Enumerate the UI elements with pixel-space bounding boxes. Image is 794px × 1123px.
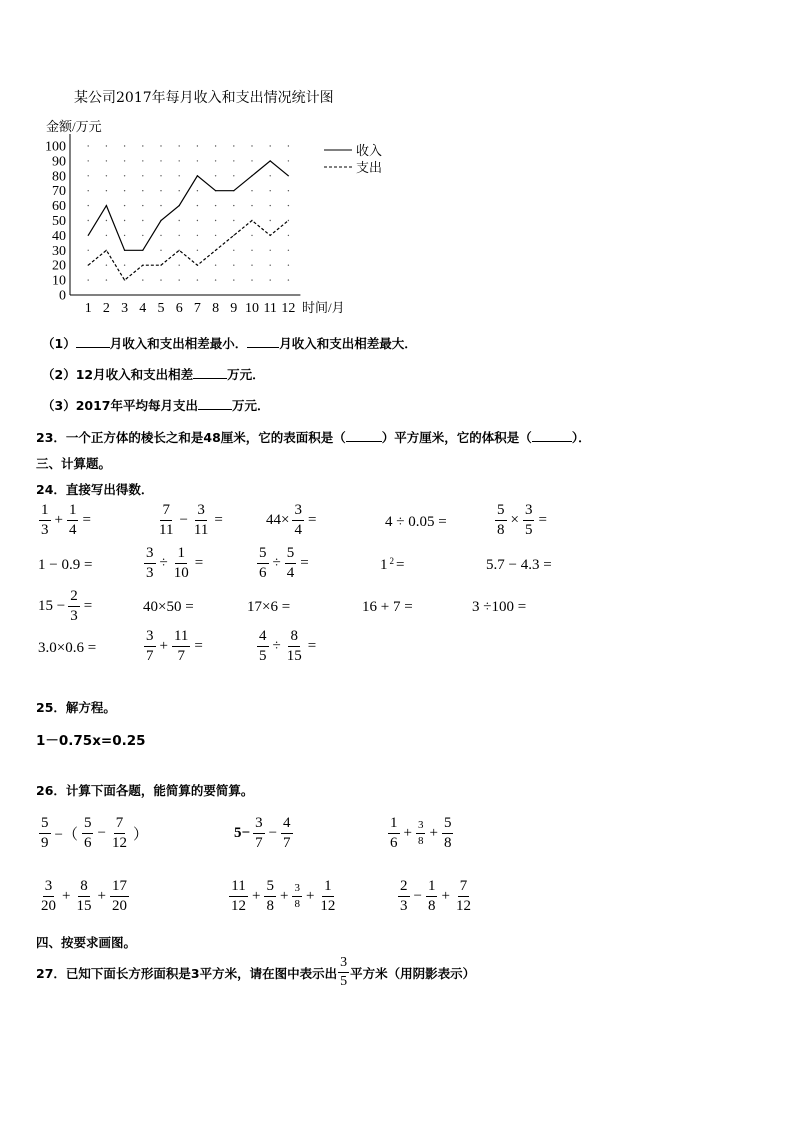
q24-r2-e: 5.7 − 4.3 = [486, 557, 552, 573]
grid-dot [215, 235, 216, 236]
answer-blank[interactable] [346, 441, 382, 442]
grid-dot [197, 145, 198, 146]
series-line-支出 [88, 221, 288, 281]
fraction: $\frac{3}{3}$ [146, 545, 154, 581]
y-tick-label: 80 [52, 169, 66, 185]
fraction: $\frac{3}{4}$ [294, 502, 302, 538]
grid-dot [106, 235, 107, 236]
fraction: $\frac{3}{5}$ [340, 955, 348, 989]
grid-dot [215, 220, 216, 221]
grid-dot [106, 190, 107, 191]
grid-dot [288, 265, 289, 266]
grid-dot [142, 160, 143, 161]
q24-r4-c: $\frac{4}{5}$ ÷ $\frac{8}{15}$ = [259, 628, 317, 664]
q26-title: 26．计算下面各题，能简算的要简算。 [36, 783, 254, 798]
grid-dot [124, 235, 125, 236]
grid-dot [233, 235, 234, 236]
grid-dot [233, 265, 234, 266]
grid-dot [270, 145, 271, 146]
grid-dot [288, 250, 289, 251]
grid-dot [215, 160, 216, 161]
y-tick-label: 100 [45, 139, 66, 155]
x-tick-label: 8 [212, 301, 220, 316]
fraction: $\frac{3}{7}$ [146, 628, 154, 664]
grid-dot [288, 220, 289, 221]
x-tick-label: 7 [193, 301, 201, 316]
grid-dot [270, 190, 271, 191]
grid-dot [233, 175, 234, 176]
answer-blank[interactable] [198, 409, 232, 410]
y-axis-label: 金额/万元 [46, 119, 102, 134]
fraction: $\frac{7}{11}$ [159, 502, 174, 538]
grid-dot [197, 235, 198, 236]
grid-dot [288, 160, 289, 161]
fraction: $\frac{2}{3}$ [70, 588, 78, 624]
grid-dot [142, 190, 143, 191]
grid-dot [179, 265, 180, 266]
line-chart [0, 0, 794, 330]
fraction: $\frac{3}{20}$ [41, 878, 56, 914]
x-tick-label: 6 [175, 301, 183, 316]
q24-r2-d: 1 $^2$ = [380, 555, 405, 573]
grid-dot [288, 235, 289, 236]
fraction: $\frac{1}{10}$ [173, 545, 189, 581]
x-tick-label: 10 [245, 301, 259, 316]
fraction: $\frac{5}{8}$ [443, 815, 452, 851]
grid-dot [251, 265, 252, 266]
q24-r2-b: $\frac{3}{3}$ ÷ $\frac{1}{10}$ = [146, 545, 204, 581]
fraction: $\frac{5}{8}$ [266, 878, 274, 914]
section-3-heading: 三、计算题。 [36, 456, 112, 471]
fraction: $\frac{5}{6}$ [259, 545, 267, 581]
fraction: $\frac{5}{6}$ [83, 815, 92, 851]
legend-label: 收入 [356, 143, 383, 158]
y-tick-label: 90 [52, 154, 66, 170]
fraction: $\frac{3}{8}$ [417, 819, 424, 847]
grid-dot [197, 190, 198, 191]
grid-dot [179, 160, 180, 161]
y-tick-label: 40 [52, 228, 66, 244]
q22-part2-unit: 万元． [227, 367, 265, 382]
grid-dot [106, 279, 107, 280]
grid-dot [124, 205, 125, 206]
q25-title: 25．解方程。 [36, 700, 116, 715]
q22-part2 [42, 365, 265, 383]
x-tick-label: 12 [281, 301, 296, 316]
answer-blank[interactable] [247, 347, 279, 348]
grid-dot [88, 160, 89, 161]
grid-dot [251, 190, 252, 191]
grid-dot [160, 205, 161, 206]
grid-dot [160, 279, 161, 280]
grid-dot [88, 190, 89, 191]
grid-dot [251, 160, 252, 161]
grid-dot [197, 205, 198, 206]
x-tick-label: 11 [263, 301, 277, 316]
grid-dot [197, 160, 198, 161]
q22-part2-text: （2）12月收入和支出相差 [42, 367, 194, 382]
q22-part1-text-a: 月收入和支出相差最小． [109, 336, 248, 351]
q24-r2-a: 1 − 0.9 = [38, 557, 93, 573]
grid-dot [106, 160, 107, 161]
grid-dot [288, 205, 289, 206]
fraction: $\frac{5}{9}$ [41, 815, 49, 851]
chart-title: 某公司2017年每月收入和支出情况统计图 [74, 90, 334, 106]
y-tick-label: 10 [52, 273, 66, 289]
fraction: $\frac{1}{8}$ [427, 878, 436, 914]
q26-p5: $\frac{11}{12}$ + $\frac{5}{8}$ + $\frac{3}{8}$ + $\frac{1}{12}$ [231, 878, 336, 914]
grid-dot [179, 175, 180, 176]
grid-dot [233, 145, 234, 146]
fraction: $\frac{17}{20}$ [111, 878, 127, 914]
grid-dot [106, 175, 107, 176]
grid-dot [179, 220, 180, 221]
fraction: $\frac{5}{8}$ [497, 502, 505, 538]
grid-dot [124, 175, 125, 176]
q23-text-b: ）平方厘米，它的体积是（ [381, 430, 532, 445]
grid-dot [179, 190, 180, 191]
q23 [36, 428, 591, 446]
grid-dot [106, 220, 107, 221]
grid-dot [270, 220, 271, 221]
q24-r4-b: $\frac{3}{7}$ + $\frac{11}{7}$ = [146, 628, 203, 664]
grid-dot [215, 145, 216, 146]
q24-title: 24．直接写出得数． [36, 482, 154, 497]
fraction: $\frac{8}{15}$ [286, 628, 302, 664]
grid-dot [215, 205, 216, 206]
answer-blank[interactable] [532, 441, 572, 442]
fraction: $\frac{11}{12}$ [231, 878, 246, 914]
grid-dot [124, 160, 125, 161]
x-axis-label: 时间/月 [302, 300, 345, 315]
fraction: $\frac{2}{3}$ [400, 878, 408, 914]
grid-dot [251, 279, 252, 280]
fraction: $\frac{8}{15}$ [76, 878, 92, 914]
grid-dot [160, 145, 161, 146]
grid-dot [270, 250, 271, 251]
q23-text-a: 23．一个正方体的棱长之和是48厘米，它的表面积是（ [36, 430, 346, 445]
grid-dot [160, 190, 161, 191]
x-tick-label: 2 [102, 301, 110, 316]
grid-dot [197, 250, 198, 251]
q26-p2: 5− $\frac{3}{7}$ − $\frac{4}{7}$ [234, 815, 291, 851]
grid-dot [88, 279, 89, 280]
q24-r4-a: 3.0×0.6 = [38, 640, 97, 656]
q26-p3: $\frac{1}{6}$ + $\frac{3}{8}$ + $\frac{5}{8}$ [390, 815, 452, 851]
x-tick-label: 4 [139, 301, 147, 316]
answer-blank[interactable] [76, 347, 110, 348]
x-tick-label: 1 [84, 301, 92, 316]
grid-dot [233, 160, 234, 161]
y-tick-label: 70 [52, 184, 66, 200]
grid-dot [215, 175, 216, 176]
answer-blank[interactable] [193, 378, 227, 379]
fraction: $\frac{3}{7}$ [255, 815, 263, 851]
fraction: $\frac{3}{11}$ [193, 502, 209, 538]
grid-dot [215, 265, 216, 266]
grid-dot [160, 250, 161, 251]
grid-dot [124, 220, 125, 221]
grid-dot [142, 145, 143, 146]
fraction: $\frac{1}{12}$ [320, 878, 336, 914]
legend-label: 支出 [356, 160, 383, 175]
q24-r1-c: 44× $\frac{3}{4}$ = [266, 502, 317, 538]
y-tick-label: 50 [52, 214, 66, 229]
x-tick-label: 9 [230, 301, 238, 316]
grid-dot [179, 145, 180, 146]
y-tick-label: 60 [52, 199, 66, 215]
fraction: $\frac{1}{3}$ [41, 502, 49, 538]
grid-dot [88, 145, 89, 146]
grid-dot [142, 235, 143, 236]
q24-r1-e: $\frac{5}{8}$ × $\frac{3}{5}$ = [497, 502, 547, 538]
grid-dot [179, 279, 180, 280]
grid-dot [251, 145, 252, 146]
grid-dot [160, 160, 161, 161]
grid-dot [88, 250, 89, 251]
q22-part1 [42, 334, 417, 352]
grid-dot [251, 250, 252, 251]
grid-dot [124, 145, 125, 146]
fraction: $\frac{4}{5}$ [259, 628, 267, 664]
grid-dot [106, 145, 107, 146]
y-tick-label: 0 [59, 288, 66, 304]
y-tick-label: 30 [52, 243, 66, 259]
q27 [36, 956, 475, 989]
grid-dot [160, 175, 161, 176]
fraction: $\frac{4}{7}$ [283, 815, 291, 851]
q24-r1-a: $\frac{1}{3}$ + $\frac{1}{4}$ = [41, 502, 91, 538]
grid-dot [142, 279, 143, 280]
q24-r1-b: $\frac{7}{11}$ − $\frac{3}{11}$ = [159, 502, 223, 538]
grid-dot [197, 220, 198, 221]
grid-dot [142, 175, 143, 176]
q26-p1: $\frac{5}{9}$ −（ $\frac{5}{6}$ − $\frac{7}{12}$ ） [41, 815, 148, 851]
grid-dot [142, 205, 143, 206]
q26-p4: $\frac{3}{20}$ + $\frac{8}{15}$ + $\frac{17}{20}$ [41, 878, 127, 914]
q24-r3-a: 15 − $\frac{2}{3}$ = [38, 588, 93, 624]
grid-dot [233, 205, 234, 206]
q27-text-b: 平方米（用阴影表示） [350, 965, 476, 981]
grid-dot [233, 220, 234, 221]
y-tick-label: 20 [52, 258, 66, 274]
q27-text-a: 27．已知下面长方形面积是3平方米，请在图中表示出 [36, 965, 338, 981]
fraction: $\frac{1}{4}$ [68, 502, 77, 538]
grid-dot [270, 175, 271, 176]
grid-dot [88, 205, 89, 206]
grid-dot [233, 279, 234, 280]
grid-dot [233, 250, 234, 251]
grid-dot [288, 190, 289, 191]
q22-part1-label: （1） [42, 336, 76, 351]
q24-r2-c: $\frac{5}{6}$ ÷ $\frac{5}{4}$ = [259, 545, 309, 581]
grid-dot [88, 220, 89, 221]
grid-dot [142, 220, 143, 221]
grid-dot [179, 235, 180, 236]
fraction: $\frac{3}{8}$ [294, 882, 300, 910]
fraction: $\frac{11}{7}$ [173, 628, 189, 664]
fraction: $\frac{3}{5}$ [524, 502, 533, 538]
grid-dot [197, 279, 198, 280]
grid-dot [124, 265, 125, 266]
q24-r3-b: 40×50 = [143, 599, 194, 615]
q26-p6: $\frac{2}{3}$ − $\frac{1}{8}$ + $\frac{7}{12}$ [400, 878, 471, 914]
fraction: $\frac{7}{12}$ [111, 815, 127, 851]
x-tick-label: 3 [121, 301, 129, 316]
q23-text-c: ）． [571, 430, 591, 445]
grid-dot [288, 279, 289, 280]
grid-dot [270, 205, 271, 206]
section-4-heading: 四、按要求画图。 [36, 935, 137, 950]
grid-dot [251, 205, 252, 206]
grid-dot [88, 175, 89, 176]
grid-dot [251, 235, 252, 236]
q22-part1-text-b: 月收入和支出相差最大． [279, 336, 417, 351]
q22-part3-text: （3）2017年平均每月支出 [42, 398, 198, 413]
q24-r3-d: 16 + 7 = [362, 599, 413, 615]
q25-equation: 1－0.75x=0.25 [36, 733, 146, 749]
grid-dot [160, 235, 161, 236]
grid-dot [270, 279, 271, 280]
grid-dot [288, 145, 289, 146]
x-tick-label: 5 [157, 301, 165, 316]
grid-dot [215, 279, 216, 280]
q24-r1-d: 4 ÷ 0.05 = [385, 514, 447, 530]
q24-r3-e: 3 ÷100 = [472, 599, 527, 615]
fraction: $\frac{7}{12}$ [455, 878, 471, 914]
fraction: $\frac{5}{4}$ [286, 545, 295, 581]
q22-part3-unit: 万元． [232, 398, 270, 413]
grid-dot [106, 265, 107, 266]
grid-dot [270, 265, 271, 266]
fraction: $\frac{1}{6}$ [390, 815, 398, 851]
grid-dot [124, 190, 125, 191]
q22-part3 [42, 396, 270, 414]
series-line-收入 [88, 161, 288, 250]
q24-r3-c: 17×6 = [247, 599, 291, 615]
